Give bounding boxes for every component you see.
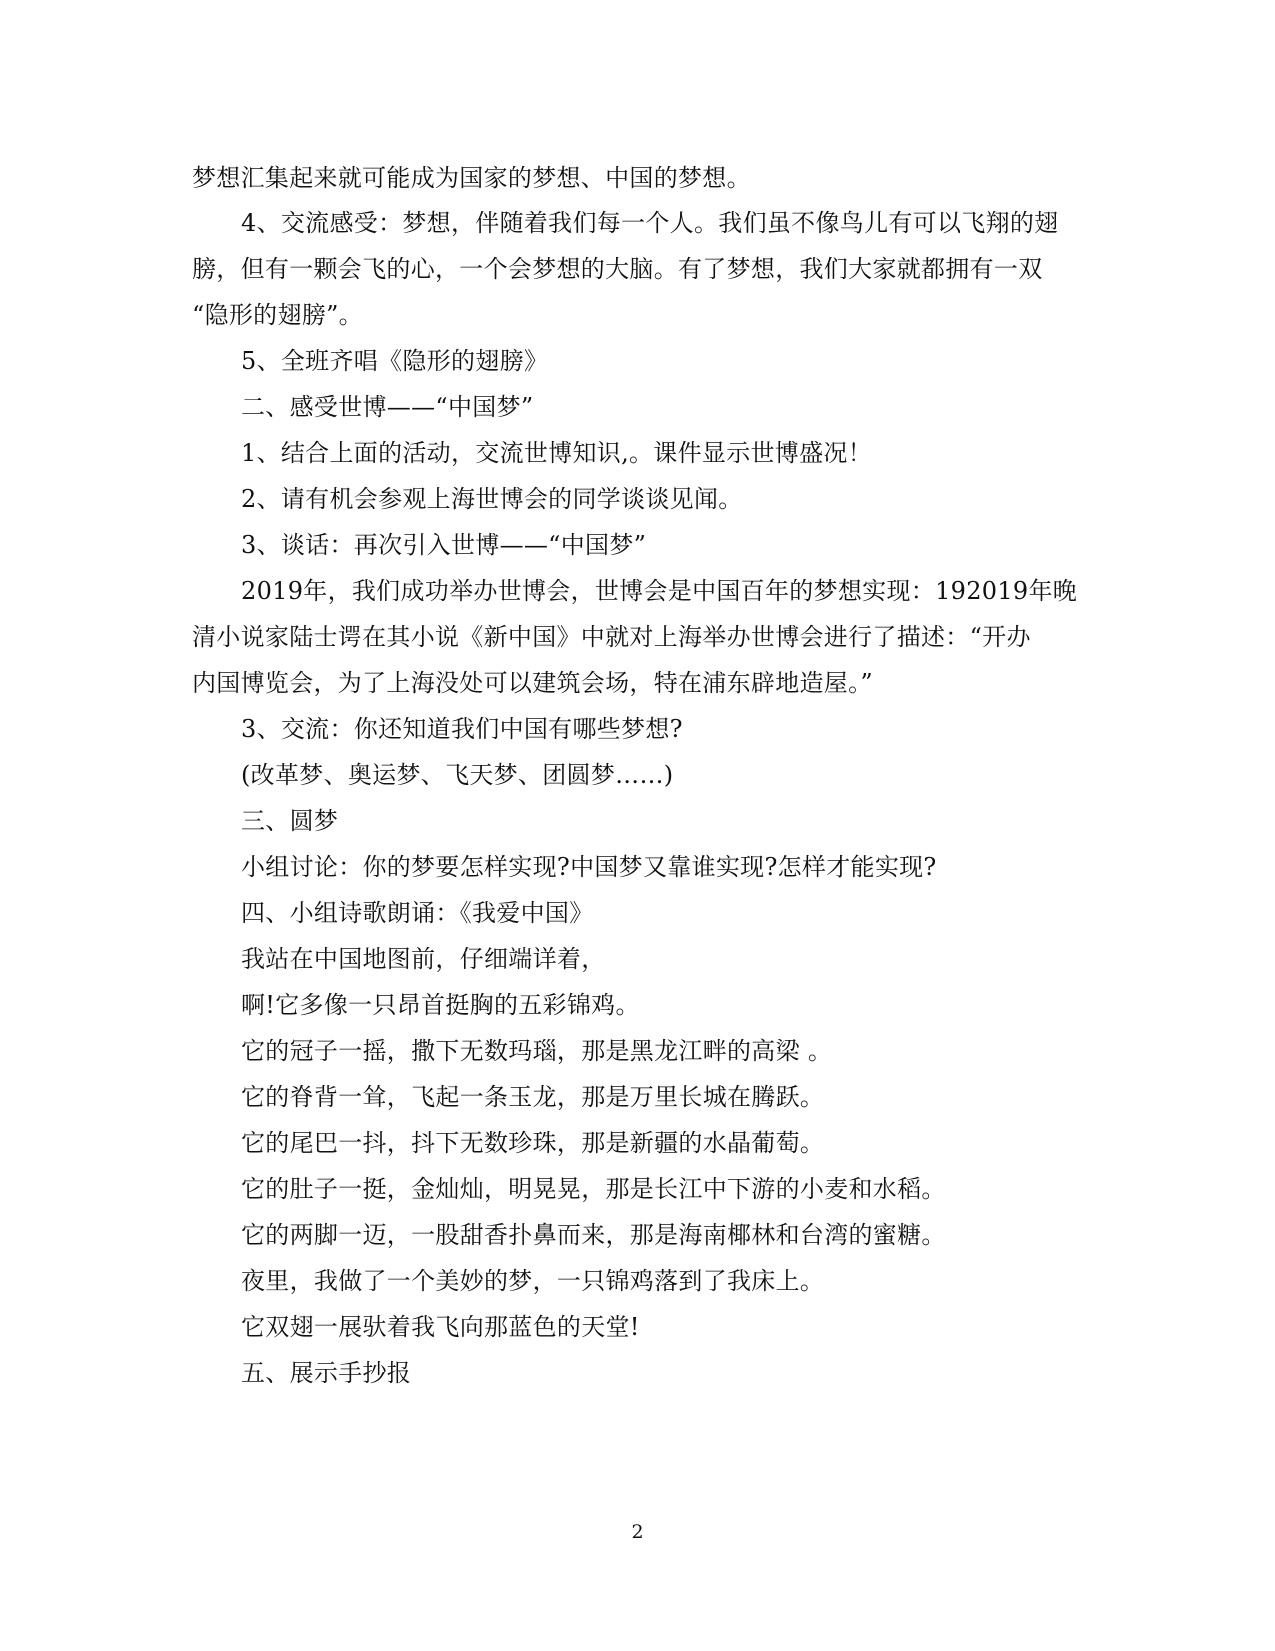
text-line: 5、全班齐唱《隐形的翅膀》 [241, 347, 549, 375]
poem-line: 夜里，我做了一个美妙的梦，一只锦鸡落到了我床上。 [241, 1267, 825, 1295]
section-heading: 四、小组诗歌朗诵：《我爱中国》 [241, 899, 594, 927]
poem-line: 它双翅一展驮着我飞向那蓝色的天堂! [241, 1313, 640, 1341]
poem-line: 它的两脚一迈，一股甜香扑鼻而来，那是海南椰林和台湾的蜜糖。 [241, 1221, 946, 1249]
text-line: “隐形的翅膀”。 [192, 301, 363, 329]
text-line: 2、请有机会参观上海世博会的同学谈谈见闻。 [241, 485, 743, 513]
section-heading: 三、圆梦 [241, 807, 339, 835]
text-line: 清小说家陆士谔在其小说《新中国》中就对上海举办世博会进行了描述：“开办 [192, 623, 1031, 651]
text-line: 1、结合上面的活动，交流世博知识,。课件显示世博盛况！ [241, 439, 872, 467]
text-line: (改革梦、奥运梦、飞天梦、团圆梦……) [241, 761, 674, 789]
poem-line: 它的肚子一挺，金灿灿，明晃晃，那是长江中下游的小麦和水稻。 [241, 1175, 946, 1203]
text-line: 2019年，我们成功举办世博会，世博会是中国百年的梦想实现：192019年晚 [241, 577, 1078, 605]
poem-line: 它的脊背一耸，飞起一条玉龙，那是万里长城在腾跃。 [241, 1083, 825, 1111]
page-number: 2 [631, 1521, 644, 1543]
poem-line: 啊!它多像一只昂首挺胸的五彩锦鸡。 [241, 991, 640, 1019]
text-line: 3、谈话：再次引入世博——“中国梦” [241, 531, 647, 559]
poem-line: 它的尾巴一抖，抖下无数珍珠，那是新疆的水晶葡萄。 [241, 1129, 825, 1157]
poem-line: 我站在中国地图前，仔细端详着， [241, 945, 606, 973]
poem-line: 它的冠子一摇，撒下无数玛瑙，那是黑龙江畔的高梁 。 [241, 1037, 833, 1065]
text-line: 3、交流：你还知道我们中国有哪些梦想? [241, 715, 683, 743]
section-heading: 五、展示手抄报 [241, 1359, 412, 1387]
text-line: 4、交流感受：梦想，伴随着我们每一个人。我们虽不像鸟儿有可以飞翔的翅 [241, 209, 1059, 237]
text-line: 梦想汇集起来就可能成为国家的梦想、中国的梦想。 [192, 164, 751, 192]
text-line: 内国博览会，为了上海没处可以建筑会场，特在浦东辟地造屋。” [192, 669, 873, 697]
section-heading: 二、感受世博——“中国梦” [241, 393, 534, 421]
text-line: 小组讨论：你的梦要怎样实现?中国梦又靠谁实现?怎样才能实现? [241, 853, 937, 881]
text-line: 膀，但有一颗会飞的心，一个会梦想的大脑。有了梦想，我们大家就都拥有一双 [192, 255, 1043, 283]
